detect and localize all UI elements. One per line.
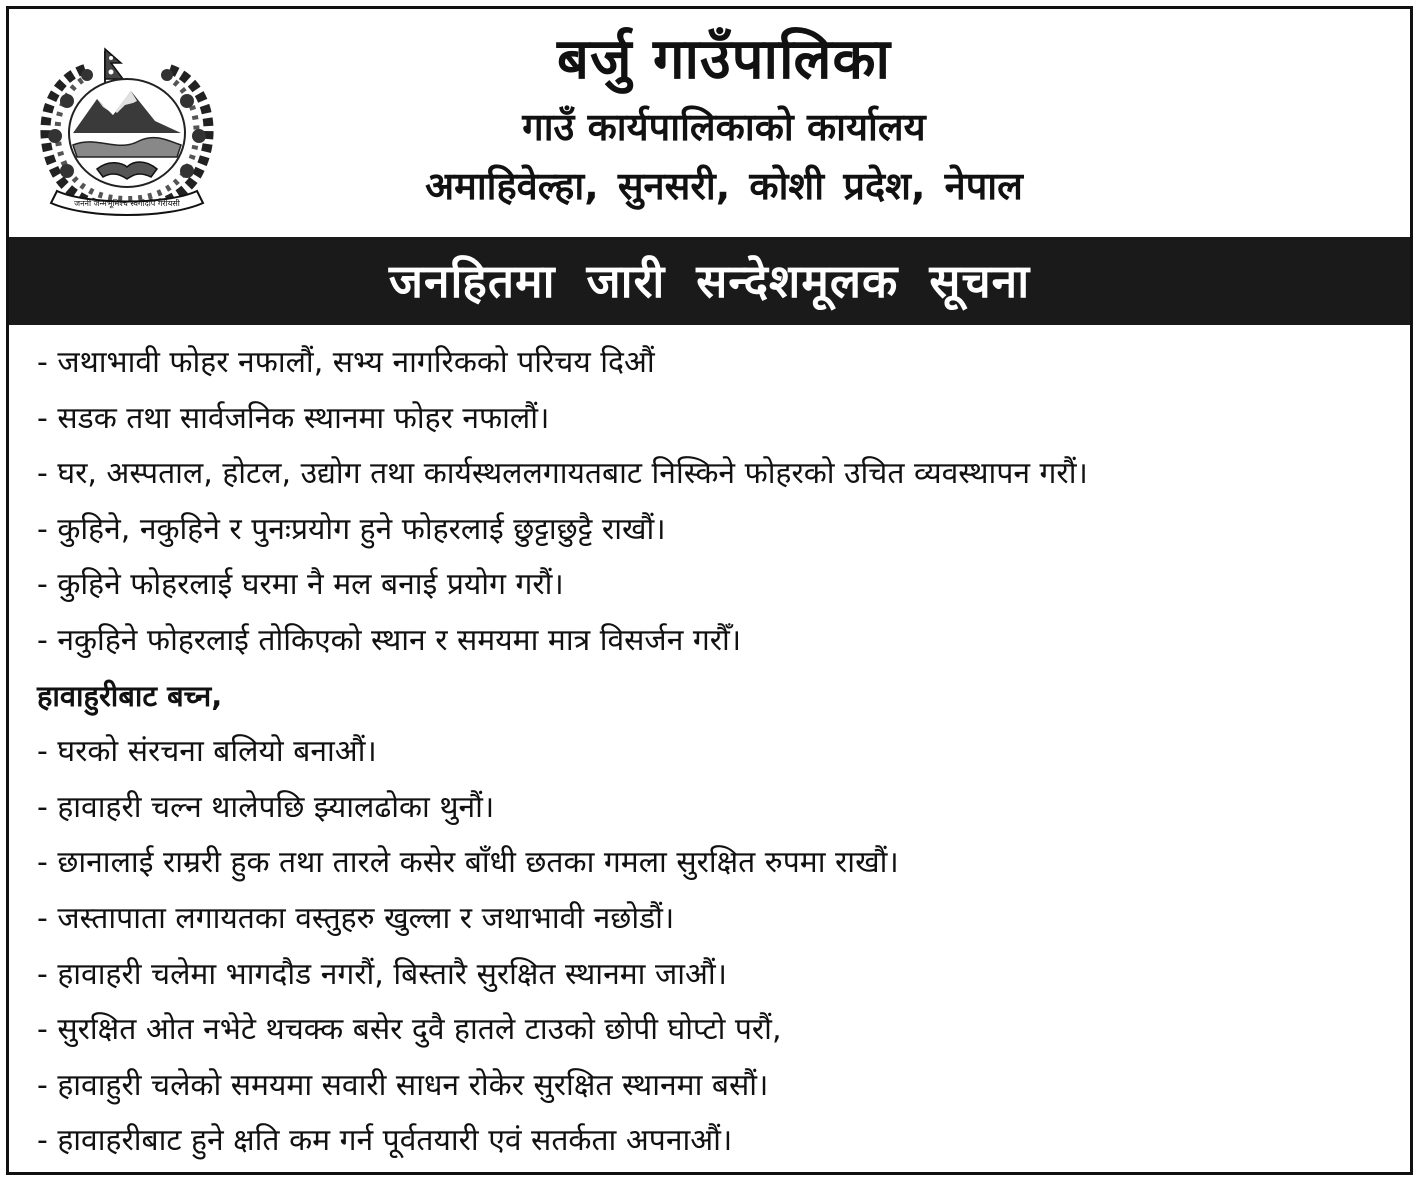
notice-title: जनहितमा जारी सन्देशमूलक सूचना — [388, 254, 1031, 308]
list-item: - नकुहिने फोहरलाई तोकिएको स्थान र समयमा मात्र विसर्जन गरौँ। — [37, 622, 742, 658]
list-item: - हावाहुरी चलेको समयमा सवारी साधन रोकेर सुरक्षित स्थानमा बसौं। — [37, 1067, 769, 1103]
storm-section-heading: हावाहुरीबाट बच्न, — [37, 678, 223, 713]
list-item: - हावाहरीबाट हुने क्षति कम गर्न पूर्वतयारी एवं सतर्कता अपनाऔं। — [37, 1123, 733, 1159]
list-item: - सुरक्षित ओत नभेटे थचक्क बसेर दुवै हातले टाउको छोपी घोप्टो परौं, — [37, 1012, 782, 1048]
emblem-graphic — [27, 41, 227, 221]
notice-banner — [9, 237, 1410, 325]
office-address: अमाहिवेल्हा, सुनसरी, कोशी प्रदेश, नेपाल — [425, 164, 1023, 208]
notice-header — [9, 9, 1410, 237]
list-item: - हावाहरी चल्न थालेपछि झ्यालढोका थुनौं। — [37, 789, 495, 825]
notice-body — [37, 335, 1397, 1169]
list-item: - कुहिने, नकुहिने र पुनःप्रयोग हुने फोहरलाई छुट्टाछुट्टै राखौं। — [37, 511, 666, 547]
list-item: - जस्तापाता लगायतका वस्तुहरु खुल्ला र जथाभावी नछोडौं। — [37, 900, 675, 936]
list-item: - कुहिने फोहरलाई घरमा नै मल बनाई प्रयोग गरौं। — [37, 567, 564, 603]
list-item: - घरको संरचना बलियो बनाऔं। — [37, 734, 377, 770]
nepal-government-emblem-icon — [27, 41, 227, 221]
org-name: बर्जु गाउँपालिका — [556, 27, 892, 92]
list-item: - घर, अस्पताल, होटल, उद्योग तथा कार्यस्थललगायतबाट निस्किने फोहरको उचित व्यवस्थापन गरौं। — [37, 456, 1088, 492]
title-block — [249, 23, 1199, 215]
list-item: - छानालाई राम्ररी हुक तथा तारले कसेर बाँधी छतका गमला सुरक्षित रुपमा राखौं। — [37, 845, 899, 881]
office-name: गाउँ कार्यपालिकाको कार्यालय — [522, 105, 926, 149]
list-item: - हावाहरी चलेमा भागदौड नगरौं, बिस्तारै सुरक्षित स्थानमा जाऔं। — [37, 956, 728, 992]
emblem-scroll-text: जननी जन्मभूमिश्च स्वर्गादपि गरीयसी — [74, 199, 180, 208]
list-item: - जथाभावी फोहर नफालौं, सभ्य नागरिकको परिचय दिऔं — [37, 345, 655, 380]
list-item: - सडक तथा सार्वजनिक स्थानमा फोहर नफालौं। — [37, 400, 550, 436]
notice-frame — [6, 6, 1413, 1175]
